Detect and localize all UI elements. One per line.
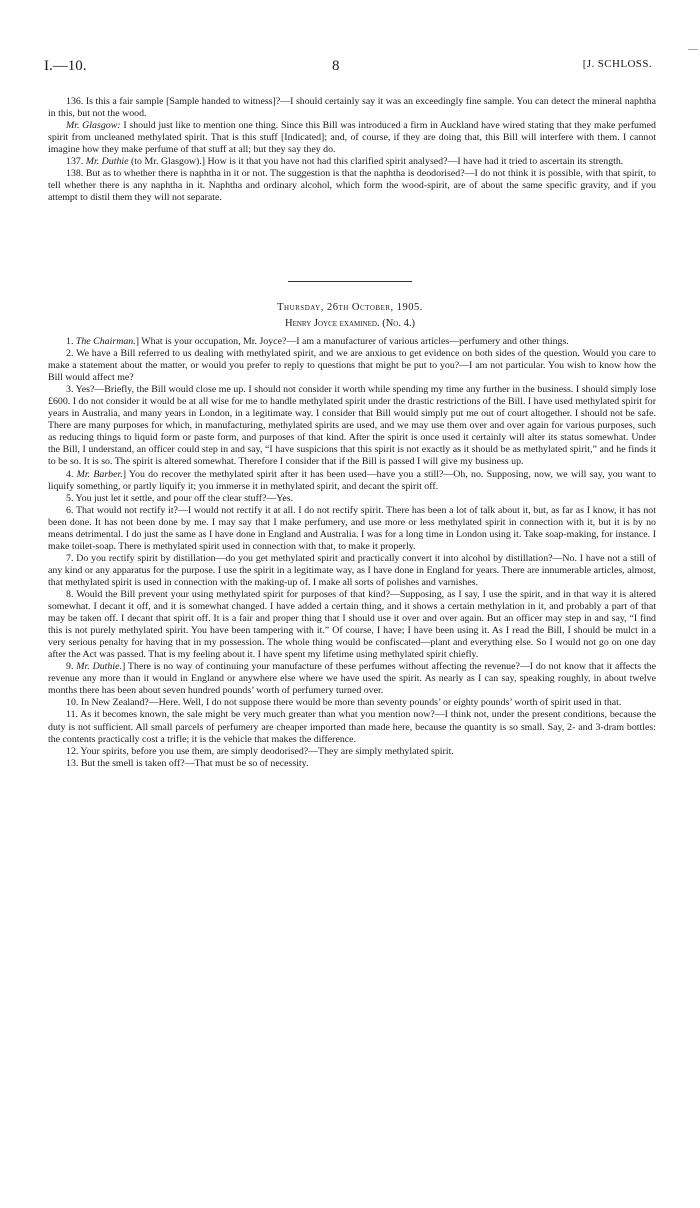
page-header xyxy=(44,58,652,78)
paragraph xyxy=(48,469,656,493)
paragraph xyxy=(48,120,656,156)
paragraph-text: 12. Your spirits, before you use them, are simply deodorised?—They are simply methylated spirit. xyxy=(66,745,454,757)
header-witness-name: [J. SCHLOSS. xyxy=(582,58,652,70)
paragraph-text: 6. That would not rectify it?—I would not rectify it at all. I do not rectify spirit. There has been a lot of talk about it, but, as far as I know, it has not been done. It has not been done by me. I may say that I make perfumery, and use more or less methylated spirit in connection with it, but it is by no means detrimental. I do just the same as I have done in England and Australia. I was for a long time in London using it. Take soap-making, for instance. I make toilet-soap. There is methylated spirit used in connection with that, to make it properly. xyxy=(48,504,656,552)
header-document-code: I.—10. xyxy=(44,58,87,74)
paragraph-text: 10. In New Zealand?—Here. Well, I do not suppose there would be more than seventy pounds’ or eighty pounds’ worth of spirit used in that. xyxy=(66,697,622,709)
speaker-name: The Chairman. xyxy=(75,336,136,347)
paragraph xyxy=(48,746,656,758)
paragraph-number: 4. xyxy=(66,468,77,480)
paragraph xyxy=(48,553,656,589)
paragraph xyxy=(48,168,656,204)
paragraph-text: 3. Yes?—Briefly, the Bill would close me up. I should not consider it worth while spending my time any further in the business. I should simply lose £600. I do not consider it would be at all wise for me to handle methylated spirit under the drastic restrictions of the Bill. I have used methylated spirit for years in Australia, and many years in London, in a legitimate way. I consider that Bill would simply put me out of court altogether. I should not be safe. There are many purposes for which, in manufacturing, methylated spirits are used, and we may use them over and over again for various purposes, such as reducing things to liquid form or paste form, and purposes of that kind. After the spirit is once used it certainly will alter its status somewhat. Under the Bill, I understand, an officer could step in and say, “I have suspicions that this spirit is not exactly as it should be as methylated spirit,” and he finds it to be so. It is so. The spirit is altered somewhat. Therefore I consider that if the Bill is passed I will give my business up. xyxy=(48,384,656,468)
paragraph-text: (to Mr. Glasgow).] How is it that you have not had this clarified spirit analysed?—I have had it tried to ascertain its strength. xyxy=(128,156,624,168)
speaker-name: Mr. Duthie xyxy=(85,156,129,168)
paragraph xyxy=(48,493,656,505)
paragraph-text: 7. Do you rectify spirit by distillation—do you get methylated spirit and practically convert it into alcohol by distillation?—No. I have not a still of any kind or any apparatus for the purpose. I use the spirit in a legitimate way, as I have done in England for years. There are innumerable articles, almost, that methylated spirit is used in connection with the making-up of. I make all sorts of polishes and varnishes. xyxy=(48,552,656,588)
witness-examined-heading: Henry Joyce examined. (No. 4.) xyxy=(285,318,415,329)
paragraph-number: 9. xyxy=(66,661,77,673)
paragraph xyxy=(48,336,656,348)
paragraph-text: I should just like to mention one thing. Since this Bill was introduced a firm in Auckland have wired stating that they make perfumed spirit from uncleaned methylated spirit. That is this stuff [Indicated]; and, of course, if they are doing that, this Bill will interfere with them. I cannot imagine how they make perfume of that stuff at all; but they say they do. xyxy=(48,120,656,156)
section-divider xyxy=(288,281,412,282)
page-number: 8 xyxy=(332,58,340,74)
paragraph-number: 137. xyxy=(66,156,86,168)
paragraph-text: 13. But the smell is taken off?—That must be so of necessity. xyxy=(66,757,309,769)
paragraph-text: 5. You just let it settle, and pour off the clear stuff?—Yes. xyxy=(66,492,294,504)
testimony-continued xyxy=(48,96,656,204)
paragraph xyxy=(48,661,656,697)
paragraph-text: 11. As it becomes known, the sale might be very much greater than what you mention now?—I think not, under the present conditions, because the duty is not sufficient. All small parcels of perfumery are cheaper imported than made here, because the quantity is so small. Say, 2- and 3-dram bottles: the contents practically cost a trifle; it is the vehicle that makes the difference. xyxy=(48,709,656,745)
paragraph xyxy=(48,709,656,745)
paragraph-text: ] What is your occupation, Mr. Joyce?—I am a manufacturer of various articles—perfumery and other things. xyxy=(135,336,569,347)
paragraph-text: ] You do recover the methylated spirit after it has been used—have you a still?—Oh, no. Supposing, now, we will say, you want to liquify something, or partly liquify it; you immerse it in methylated spirit, and decant the spirit off. xyxy=(48,468,657,492)
paragraph-text: 8. Would the Bill prevent your using methylated spirit for purposes of that kind?—Supposing, as I say, I use the spirit, and in that way it is altered somewhat. I decant it off, and it is somewhat changed. I have added a certain thing, and it shows a certain methylation in it, and probably a part of that may be taken off. I decant that spirit off. It is a fair and proper thing that I should use it over and over again. But an officer may step in and say, “I find this is not purely methylated spirit. You have been tampering with it.” Of course, I have; I have been using it. As I read the Bill, I should be mulct in a very serious penalty for having that in my possession. The whole thing would be confiscated—plant and everything else. So I would not go on one day after the Act was passed. That is my feeling about it. I have spent my lifetime using methylated spirit chiefly. xyxy=(48,588,656,661)
paragraph xyxy=(48,697,656,709)
paragraph-text: 2. We have a Bill referred to us dealing with methylated spirit, and we are anxious to get evidence on both sides of the question. Would you care to make a statement about the matter, or would you prefer to reply to questions that might be put to you?—I am not particular. You wish to know how the Bill would affect me? xyxy=(48,348,656,384)
paragraph xyxy=(48,589,656,661)
speaker-name: Mr. Glasgow: xyxy=(66,120,121,132)
speaker-name: Mr. Barber. xyxy=(76,468,123,480)
paragraph-text: ] There is no way of continuing your manufacture of these perfumes without affecting the revenue?—I do not know that it affects the revenue any more than it would in England or anywhere else where we have used the spirit. As nearly as I can say, speaking roughly, in about twelve months there has been about seven hundred pounds’ worth of perfumery turned over. xyxy=(48,661,657,697)
paragraph xyxy=(48,156,656,168)
paragraph xyxy=(48,96,656,120)
edge-mark: — xyxy=(688,44,698,55)
paragraph-text: 136. Is this a fair sample [Sample handed to witness]?—I should certainly say it was an exceedingly fine sample. You can detect the mineral naphtha in this, but not the wood. xyxy=(48,96,656,120)
paragraph xyxy=(48,505,656,553)
paragraph xyxy=(48,384,656,468)
session-date-heading: Thursday, 26th October, 1905. xyxy=(277,302,423,313)
paragraph xyxy=(48,348,656,384)
paragraph-number: 1. xyxy=(66,336,76,347)
witness-testimony xyxy=(48,336,656,770)
paragraph-text: 138. But as to whether there is naphtha in it or not. The suggestion is that the naphtha is deodorised?—I do not think it is possible, with that spirit, to tell whether there is any naphtha in it. Naphtha and ordinary alcohol, which form the wood-spirit, are of about the same specific gravity, and if you attempt to distil them they will not separate. xyxy=(48,168,656,204)
paragraph xyxy=(48,758,656,770)
speaker-name: Mr. Duthie. xyxy=(76,661,122,673)
